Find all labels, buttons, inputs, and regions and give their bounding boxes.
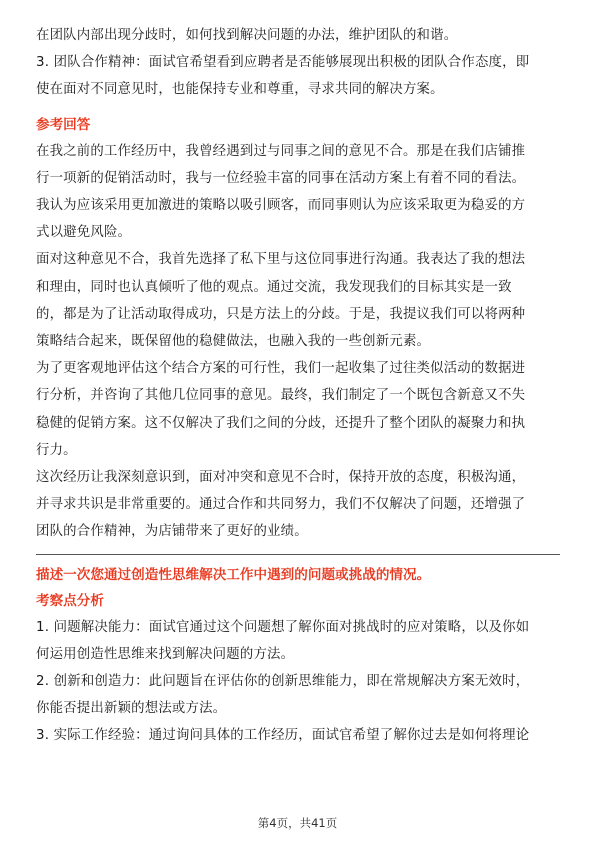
- text-line: 式以避免风险。: [36, 225, 132, 241]
- text-line: 使在面对不同意见时，也能保持专业和尊重，寻求共同的解决方案。: [36, 82, 444, 98]
- text-line: 我认为应该采用更加激进的策略以吸引顾客，而同事则认为应该采取更为稳妥的方: [36, 198, 526, 214]
- text-line: 在我之前的工作经历中，我曾经遇到过与同事之间的意见不合。那是在我们店铺推: [36, 143, 526, 159]
- answer-heading: 参考回答: [36, 116, 91, 133]
- text-line: 行力。: [36, 442, 77, 458]
- section-divider: [36, 554, 560, 555]
- text-line: 并寻求共识是非常重要的。通过合作和共同努力，我们不仅解决了问题，还增强了: [36, 497, 526, 513]
- text-line: 2. 创新和创造力：此问题旨在评估你的创新思维能力，即在常规解决方案无效时，: [36, 674, 530, 690]
- question-title: 描述一次您通过创造性思维解决工作中遇到的问题或挑战的情况。: [36, 566, 431, 583]
- text-line: 何运用创造性思维来找到解决问题的方法。: [36, 646, 295, 662]
- text-line: 稳健的促销方案。这不仅解决了我们之间的分歧，还提升了整个团队的凝聚力和执: [36, 415, 526, 431]
- document-page: [36, 22, 560, 750]
- text-line: 团队的合作精神，为店铺带来了更好的业绩。: [36, 524, 308, 540]
- text-line: 行一项新的促销活动时，我与一位经验丰富的同事在活动方案上有着不同的看法。: [36, 170, 526, 186]
- answer-section: [36, 112, 560, 546]
- text-line: 1. 问题解决能力：面试官通过这个问题想了解你面对挑战时的应对策略，以及你如: [36, 619, 530, 635]
- text-line: 在团队内部出现分歧时，如何找到解决问题的办法，维护团队的和谐。: [36, 28, 458, 43]
- text-line: 和理由，同时也认真倾听了他的观点。通过交流，我发现我们的目标其实是一致: [36, 279, 512, 295]
- page-footer: 第4页，共41页: [257, 816, 338, 830]
- text-line: 行分析，并咨询了其他几位同事的意见。最终，我们制定了一个既包含新意又不失: [36, 388, 526, 404]
- question-section: [36, 562, 560, 750]
- text-line: 3. 团队合作精神：面试官希望看到应聘者是否能够展现出积极的团队合作态度，即: [36, 55, 530, 71]
- text-line: 你能否提出新颖的想法或方法。: [36, 701, 227, 717]
- analysis-heading: 考察点分析: [36, 592, 104, 609]
- text-line: 为了更客观地评估这个结合方案的可行性，我们一起收集了过往类似活动的数据进: [36, 361, 526, 377]
- text-line: 面对这种意见不合，我首先选择了私下里与这位同事进行沟通。我表达了我的想法: [36, 252, 526, 268]
- text-line: 的，都是为了让活动取得成功，只是方法上的分歧。于是，我提议我们可以将两种: [36, 306, 526, 322]
- text-line: 这次经历让我深刻意识到，面对冲突和意见不合时，保持开放的态度，积极沟通，: [36, 470, 526, 486]
- intro-section: [36, 22, 560, 104]
- text-line: 策略结合起来，既保留他的稳健做法，也融入我的一些创新元素。: [36, 334, 431, 350]
- text-line: 3. 实际工作经验：通过询问具体的工作经历，面试官希望了解你过去是如何将理论: [36, 728, 530, 744]
